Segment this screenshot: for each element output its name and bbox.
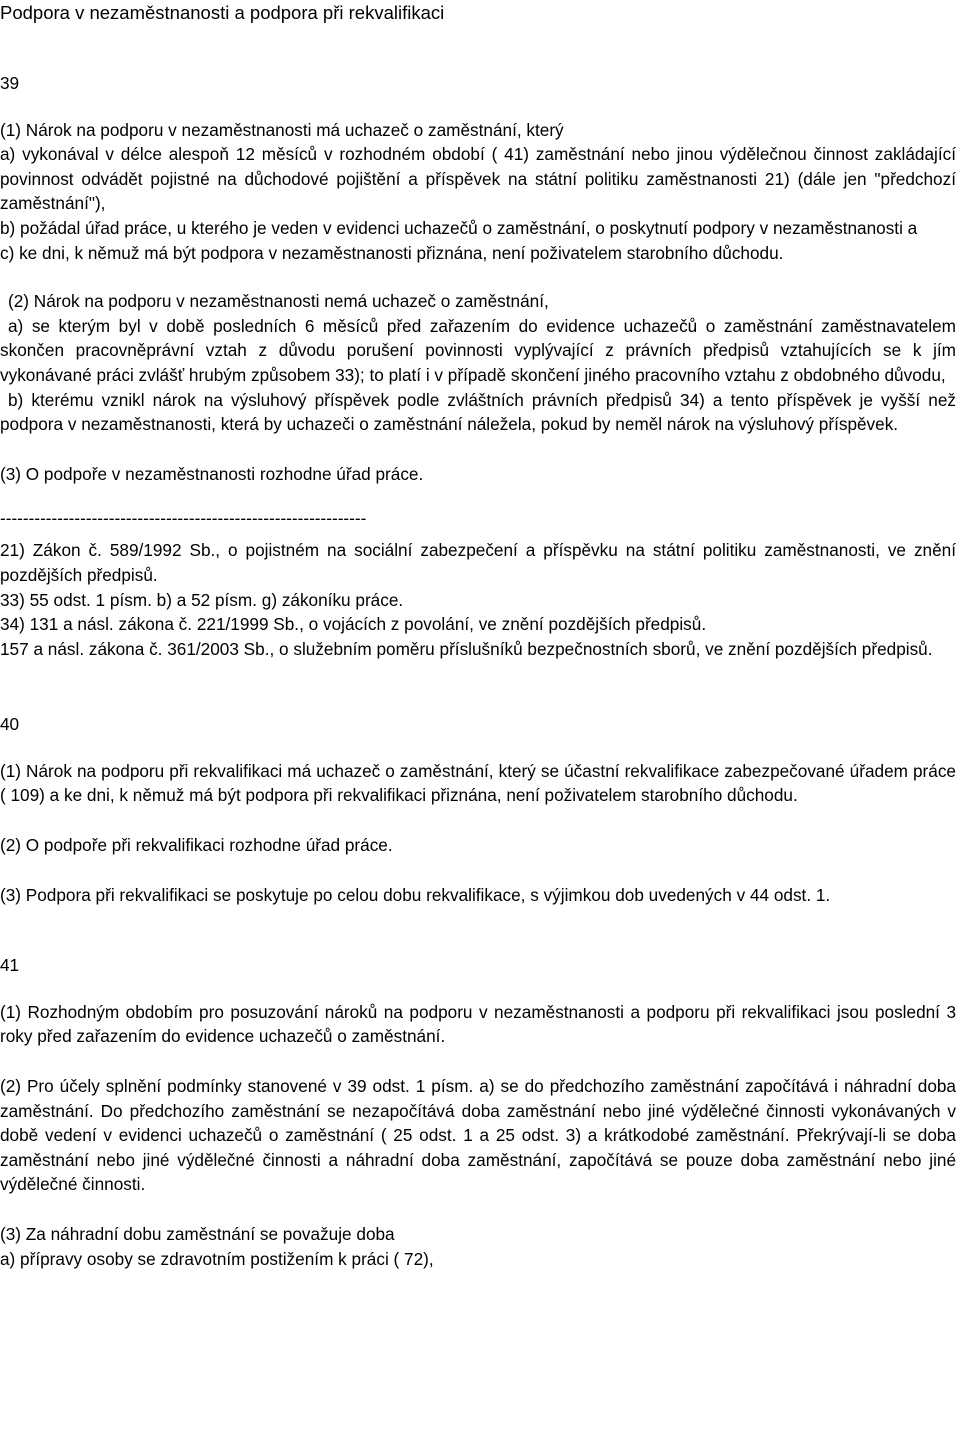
s39-p2-item-b: b) kterému vznikl nárok na výsluhový příspěvek podle zvláštních právních předpisů 34) a tento příspěvek je vyšší než podpora v nezaměstnanosti, která by uchazeči o zaměstnání náležela, pokud by neměl nárok na výsluhový příspěvek. — [0, 389, 956, 435]
s40-p2: (2) O podpoře při rekvalifikaci rozhodne úřad práce. — [0, 835, 393, 856]
s39-p1-item-a: a) vykonával v délce alespoň 12 měsíců v rozhodném období ( 41) zaměstnání nebo jinou výdělečnou činnost zakládající povinnost odvádět pojistné na důchodové pojištění a příspěvek na státní politiku zaměstnanosti 21) (dále jen "předchozí zaměstnání"), — [0, 144, 956, 214]
footnote-33: 33) 55 odst. 1 písm. b) a 52 písm. g) zákoníku práce. — [0, 589, 404, 610]
footnote-34: 34) 131 a násl. zákona č. 221/1999 Sb., o vojácích z povolání, ve znění pozdějších předpisů. — [0, 614, 707, 635]
s41-p3-item-a: a) přípravy osoby se zdravotním postižením k práci ( 72), — [0, 1248, 434, 1269]
footnote-21: 21) Zákon č. 589/1992 Sb., o pojistném na sociální zabezpečení a příspěvku na státní politiku zaměstnanosti, ve znění pozdějších předpisů. — [0, 540, 956, 585]
s40-p1: (1) Nárok na podporu při rekvalifikaci má uchazeč o zaměstnání, který se účastní rekvalifikace zabezpečované úřadem práce ( 109) a ke dni, k němuž má být podpora při rekvalifikaci přiznána, není poživatelem starobního důchodu. — [0, 760, 956, 806]
s39-p2-intro: (2) Nárok na podporu v nezaměstnanosti nemá uchazeč o zaměstnání, — [8, 291, 549, 312]
s39-p1-item-c: c) ke dni, k němuž má být podpora v nezaměstnanosti přiznána, není poživatelem starobního důchodu. — [0, 242, 784, 263]
s41-p2: (2) Pro účely splnění podmínky stanovené v 39 odst. 1 písm. a) se do předchozího zaměstnání započítává i náhradní doba zaměstnání. Do předchozího zaměstnání se nezapočítává doba zaměstnání nebo jiné výdělečné činnosti vykonávaných v době vedení v evidenci uchazečů o zaměstnání ( 25 odst. 1 a 25 odst. 3) a krátkodobé zaměstnání. Překrývají-li se doba zaměstnání nebo jiné výdělečné činnosti a náhradní doba zaměstnání, započítává se pouze doba zaměstnání nebo jiné výdělečné činnosti. — [0, 1076, 956, 1195]
s39-p2-item-a: a) se kterým byl v době posledních 6 měsíců před zařazením do evidence uchazečů o zaměstnání zaměstnavatelem skončen pracovněprávní vztah z důvodu porušení povinnosti vyplývající z právních předpisů vztahujících se k jím vykonávané práci zvlášť hrubým způsobem 33); to platí i v případě skončení jiného pracovního vztahu z obdobného důvodu, — [0, 315, 956, 385]
section-heading-41: 41 — [0, 955, 20, 976]
s41-p3-intro: (3) Za náhradní dobu zaměstnání se považuje doba — [0, 1224, 395, 1244]
s39-p3: (3) O podpoře v nezaměstnanosti rozhodne úřad práce. — [0, 463, 424, 484]
section-heading-39: 39 — [0, 73, 20, 93]
footnote-separator: ---------------------------------------------------------------- — [0, 510, 367, 527]
document-title: Podpora v nezaměstnanosti a podpora při rekvalifikaci — [0, 2, 445, 23]
s39-p1-item-b: b) požádal úřad práce, u kterého je veden v evidenci uchazečů o zaměstnání, o poskytnutí podpory v nezaměstnanosti a — [0, 217, 918, 238]
s39-p1-intro: (1) Nárok na podporu v nezaměstnanosti má uchazeč o zaměstnání, který — [0, 119, 564, 140]
s41-p1: (1) Rozhodným obdobím pro posuzování nároků na podporu v nezaměstnanosti a podporu při rekvalifikaci jsou poslední 3 roky před zařazením do evidence uchazečů o zaměstnání. — [0, 1001, 956, 1047]
section-heading-40: 40 — [0, 714, 20, 735]
footnote-34-continued: 157 a násl. zákona č. 361/2003 Sb., o služebním poměru příslušníků bezpečnostních sborů, ve znění pozdějších předpisů. — [0, 638, 933, 659]
s40-p3: (3) Podpora při rekvalifikaci se poskytuje po celou dobu rekvalifikace, s výjimkou dob uvedených v 44 odst. 1. — [0, 884, 831, 905]
